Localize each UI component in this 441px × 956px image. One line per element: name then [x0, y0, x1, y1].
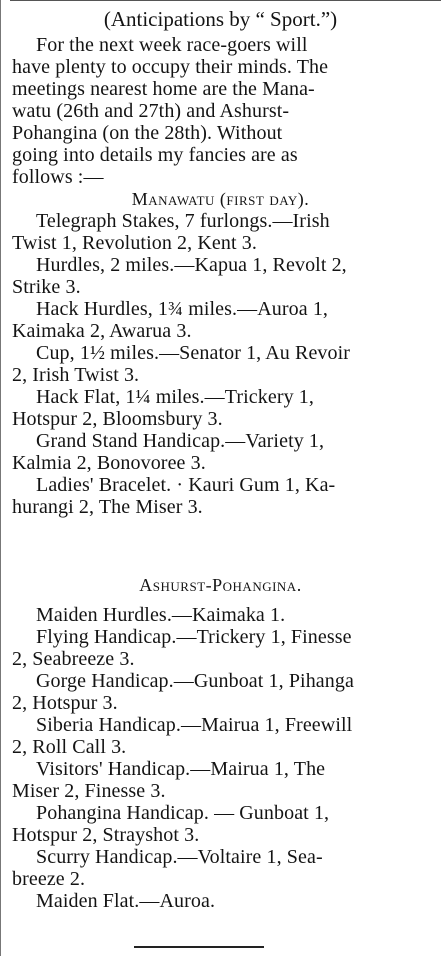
ashurst-race-list [12, 604, 441, 912]
intro-line: Pohangina (on the 28th). Without [12, 122, 283, 144]
section-heading-manawatu: Manawatu (first day). [131, 189, 310, 209]
intro-line: meetings nearest home are the Mana- [12, 78, 315, 100]
race-entry-line: Scurry Handicap.—Voltaire 1, Sea- [36, 846, 323, 868]
race-entry-line: Hurdles, 2 miles.—Kapua 1, Revolt 2, [36, 254, 347, 276]
race-entry-line: Hack Hurdles, 1¾ miles.—Auroa 1, [36, 298, 329, 320]
race-entry-line: Telegraph Stakes, 7 furlongs.—Irish [36, 210, 330, 232]
race-entry-line: 2, Irish Twist 3. [12, 364, 140, 386]
race-entry-line: Kaimaka 2, Awarua 3. [12, 320, 192, 342]
intro-line: have plenty to occupy their minds. The [12, 56, 329, 78]
race-entry-line: Miser 2, Finesse 3. [12, 780, 166, 802]
race-entry-line: 2, Seabreeze 3. [12, 648, 135, 670]
race-entry-line: 2, Roll Call 3. [12, 736, 127, 758]
race-entry-line: Visitors' Handicap.—Mairua 1, The [36, 758, 326, 780]
closing-rule [134, 946, 264, 948]
intro-line: For the next week race-goers will [36, 34, 308, 56]
race-entry-line: Grand Stand Handicap.—Variety 1, [36, 430, 325, 452]
race-entry-line: hurangi 2, The Miser 3. [12, 496, 203, 518]
race-entry-line: Flying Handicap.—Trickery 1, Finesse [36, 626, 352, 648]
intro-line: going into details my fancies are as [12, 144, 298, 166]
race-entry-line: 2, Hotspur 3. [12, 692, 118, 714]
race-entry-line: Siberia Handicap.—Mairua 1, Freewill [36, 714, 353, 736]
section-heading-ashurst-pohangina: Ashurst-Pohangina. [139, 575, 302, 595]
intro-paragraph [12, 34, 441, 188]
article-heading: (Anticipations by “ Sport.”) [103, 7, 338, 31]
manawatu-race-list [12, 210, 441, 518]
race-entry-line: Strike 3. [12, 276, 81, 298]
race-entry-line: Gorge Handicap.—Gunboat 1, Pihanga [36, 670, 354, 692]
race-entry-line: breeze 2. [12, 868, 86, 890]
race-entry-line: Ladies' Bracelet. · Kauri Gum 1, Ka- [36, 474, 336, 496]
race-entry-line: Kalmia 2, Bonovoree 3. [12, 452, 206, 474]
race-entry-line: Hotspur 2, Strayshot 3. [12, 824, 200, 846]
race-entry-line: Pohangina Handicap. — Gunboat 1, [36, 802, 330, 824]
race-entry-line: Maiden Flat.—Auroa. [36, 890, 216, 912]
race-entry-line: Hotspur 2, Bloomsbury 3. [12, 408, 223, 430]
race-entry-line: Maiden Hurdles.—Kaimaka 1. [36, 604, 286, 626]
race-entry-line: Cup, 1½ miles.—Senator 1, Au Revoir [36, 342, 351, 364]
left-column-rule [0, 0, 1, 956]
race-entry-line: Hack Flat, 1¼ miles.—Trickery 1, [36, 386, 314, 408]
intro-line: follows :— [12, 166, 104, 188]
top-rule [10, 0, 441, 1]
intro-line: watu (26th and 27th) and Ashurst- [12, 100, 290, 122]
race-entry-line: Twist 1, Revolution 2, Kent 3. [12, 232, 257, 254]
